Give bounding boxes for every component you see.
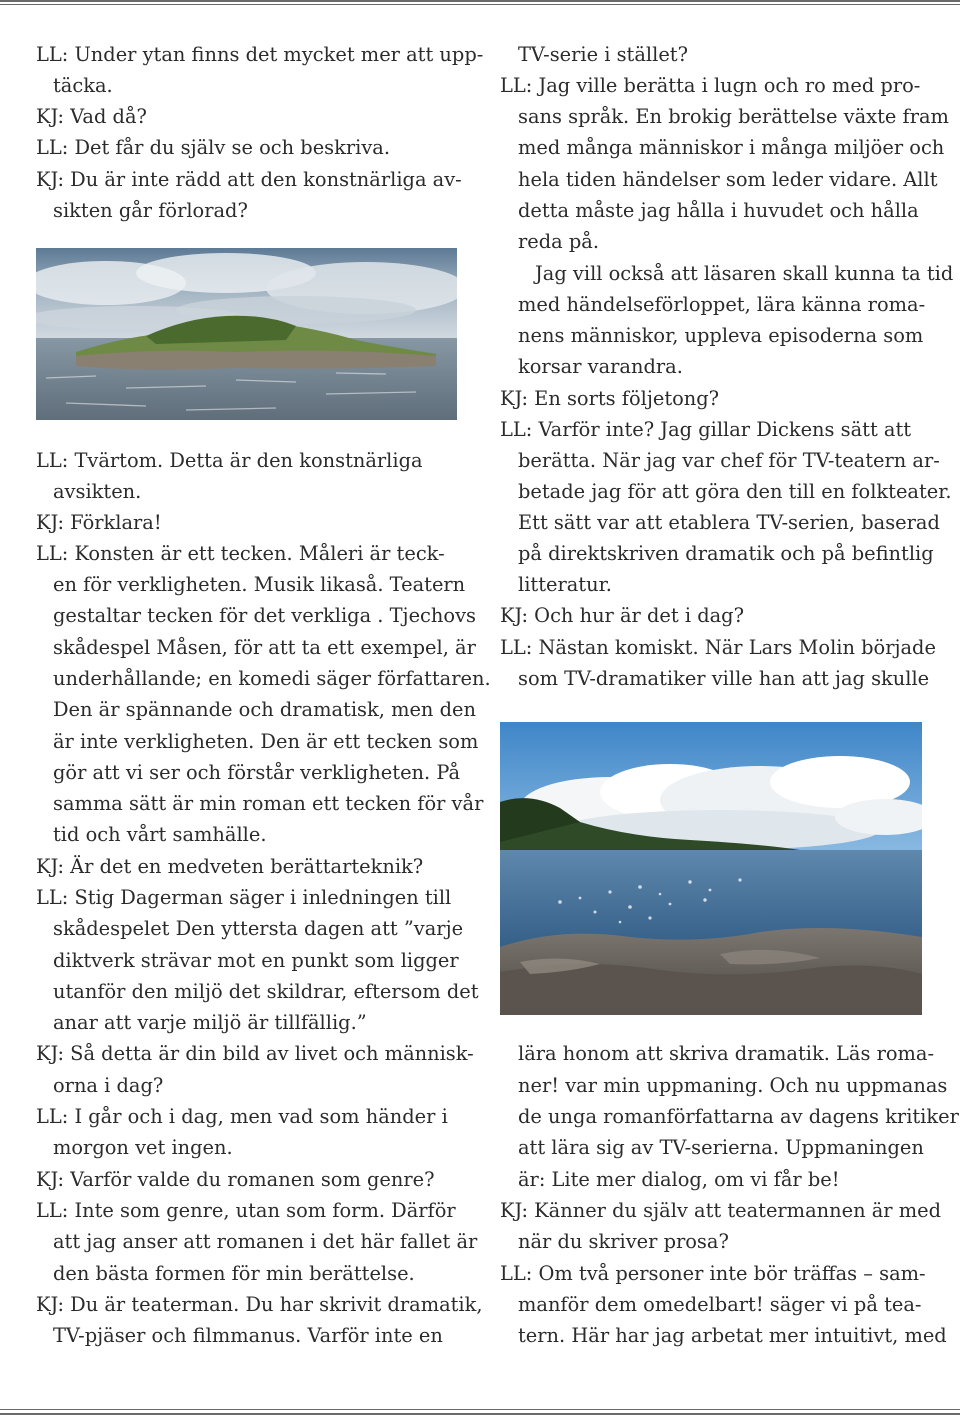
text-line: KJ: Du är teaterman. Du har skrivit dramatik, (36, 1293, 483, 1316)
text-line: skådespelet Den yttersta dagen att ”varje (53, 917, 464, 940)
text-line: LL: Jag ville berätta i lugn och ro med pro- (500, 74, 921, 97)
text-line: med händelseförloppet, lära känna roma- (518, 293, 926, 316)
text-line: Den är spännande och dramatisk, men den (53, 698, 476, 721)
text-line: ner! var min uppmaning. Och nu uppmanas (518, 1074, 948, 1097)
text-line: korsar varandra. (518, 355, 683, 378)
text-line: är: Lite mer dialog, om vi får be! (518, 1168, 840, 1191)
text-line: den bästa formen för min berättelse. (53, 1262, 415, 1285)
text-line: de unga romanförfattarna av dagens kritiker (518, 1105, 959, 1128)
text-line: KJ: En sorts följetong? (500, 387, 720, 410)
text-line: KJ: Varför valde du romanen som genre? (36, 1168, 435, 1191)
text-line: KJ: Du är inte rädd att den konstnärliga av- (36, 168, 462, 191)
top-rule (0, 0, 960, 5)
text-line: gör att vi ser och förstår verkligheten. På (53, 761, 461, 784)
text-line: lära honom att skriva dramatik. Läs roma- (518, 1042, 935, 1065)
text-line: KJ: Förklara! (36, 511, 162, 534)
text-line: detta måste jag hålla i huvudet och hålla (518, 199, 919, 222)
text-line: avsikten. (53, 480, 142, 503)
text-line: tid och vårt samhälle. (53, 823, 267, 846)
text-line: morgon vet ingen. (53, 1136, 233, 1159)
text-line: att jag anser att romanen i det här fallet är (53, 1230, 478, 1253)
text-line: utanför den miljö det skildrar, eftersom det (53, 980, 479, 1003)
text-line: LL: Nästan komiskt. När Lars Molin började (500, 636, 936, 659)
shoreline-photo (500, 722, 922, 1015)
text-line: LL: Konsten är ett tecken. Måleri är teck- (36, 542, 445, 565)
text-line: LL: Om två personer inte bör träffas – sam- (500, 1262, 926, 1285)
text-line: KJ: Och hur är det i dag? (500, 604, 744, 627)
text-line: LL: I går och i dag, men vad som händer i (36, 1105, 448, 1128)
text-line: KJ: Känner du själv att teatermannen är med (500, 1199, 942, 1222)
text-line: Ett sätt var att etablera TV-serien, baserad (518, 511, 940, 534)
text-line: litteratur. (518, 573, 612, 596)
text-line: LL: Tvärtom. Detta är den konstnärliga (36, 449, 423, 472)
text-line: TV-pjäser och filmmanus. Varför inte en (53, 1324, 443, 1347)
text-line: gestaltar tecken för det verkliga . Tjechovs (53, 604, 476, 627)
text-line: när du skriver prosa? (518, 1230, 729, 1253)
text-line: betade jag för att göra den till en folkteater. (518, 480, 952, 503)
text-line: hela tiden händelser som leder vidare. Allt (518, 168, 938, 191)
bottom-rule (0, 1409, 960, 1415)
text-line: underhållande; en komedi säger författaren. (53, 667, 491, 690)
text-line: KJ: Så detta är din bild av livet och människ- (36, 1042, 474, 1065)
text-line: LL: Inte som genre, utan som form. Därför (36, 1199, 456, 1222)
text-line: skådespel Måsen, för att ta ett exempel, är (53, 636, 476, 659)
text-line: på direktskriven dramatik och på befintlig (518, 542, 934, 565)
text-line: täcka. (53, 74, 113, 97)
text-line: LL: Det får du själv se och beskriva. (36, 136, 391, 159)
text-line: manför dem omedelbart! säger vi på tea- (518, 1293, 922, 1316)
text-line: KJ: Är det en medveten berättarteknik? (36, 855, 424, 878)
text-line: sans språk. En brokig berättelse växte fram (518, 105, 949, 128)
text-line: KJ: Vad då? (36, 105, 147, 128)
text-line: nens människor, uppleva episoderna som (518, 324, 924, 347)
text-line: tern. Här har jag arbetat mer intuitivt, med (518, 1324, 947, 1347)
text-line: med många människor i många miljöer och (518, 136, 945, 159)
text-line: sikten går förlorad? (53, 199, 248, 222)
island-photo (36, 248, 457, 420)
text-line: berätta. När jag var chef för TV-teatern ar- (518, 449, 940, 472)
text-line: samma sätt är min roman ett tecken för vår (53, 792, 484, 815)
text-line: anar att varje miljö är tillfällig.” (53, 1011, 367, 1034)
text-line: LL: Stig Dagerman säger i inledningen till (36, 886, 452, 909)
text-line: som TV-dramatiker ville han att jag skulle (518, 667, 930, 690)
text-line: Jag vill också att läsaren skall kunna ta tid (535, 262, 954, 285)
text-line: att lära sig av TV-serierna. Uppmaningen (518, 1136, 924, 1159)
text-line: LL: Under ytan finns det mycket mer att upp- (36, 43, 484, 66)
text-line: orna i dag? (53, 1074, 164, 1097)
text-line: LL: Varför inte? Jag gillar Dickens sätt att (500, 418, 912, 441)
text-line: reda på. (518, 230, 600, 253)
text-line: TV-serie i stället? (518, 43, 688, 66)
text-line: diktverk strävar mot en punkt som ligger (53, 949, 459, 972)
text-line: en för verkligheten. Musik likaså. Teatern (53, 573, 466, 596)
text-line: är inte verkligheten. Den är ett tecken som (53, 730, 479, 753)
